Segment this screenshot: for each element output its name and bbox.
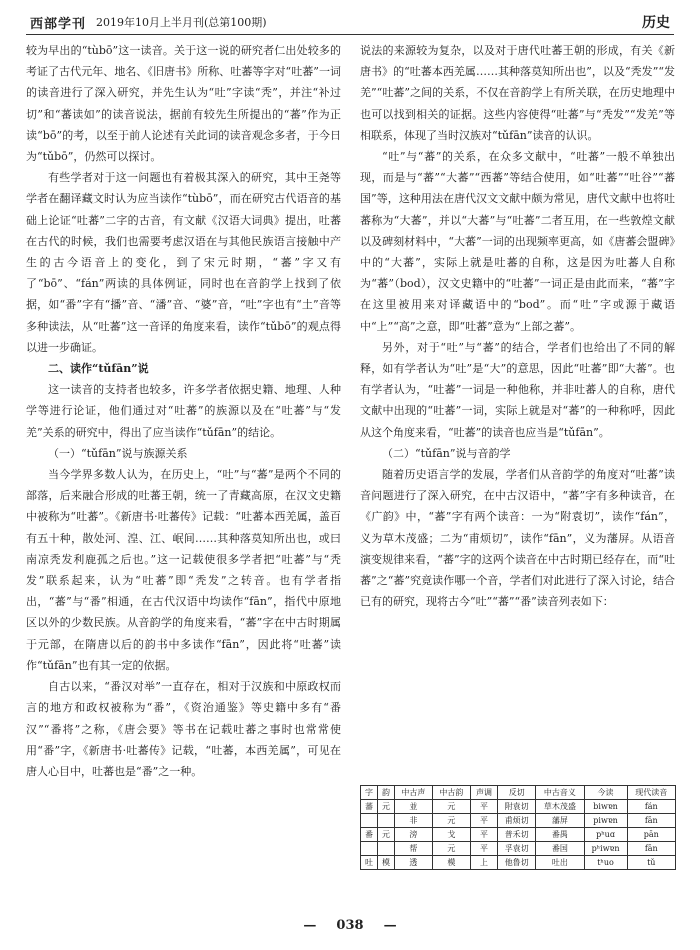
table-cell: 他鲁切 (498, 856, 536, 870)
table-cell: 滂 (394, 828, 432, 842)
table-cell: fān (627, 842, 675, 856)
table-cell: 模 (432, 856, 470, 870)
table-cell: 平 (470, 800, 497, 814)
table-cell: 戈 (432, 828, 470, 842)
table-header-cell: 字 (361, 786, 378, 800)
table-cell: 甫烦切 (498, 814, 536, 828)
table-cell: 帮 (394, 842, 432, 856)
table-cell: pʰiwɐn (584, 842, 627, 856)
paragraph: 较为早出的“tùbō”这一读音。关于这一说的研究者仁出处较多的考证了古代元年、地名、《旧唐书》所称、吐蕃等字对“吐蕃”一词的读音进行了深入研究，并先生认为“吐”字读“秃”，并注“补过切”和“蕃读如”的读音说法，据前有较先生所提出的“蕃”作为正读“bō”的考，以至于前人论述有关此词的读音观念多者，于今日为“tǔbō”，仍然可以探讨。 (26, 44, 341, 164)
table-cell (377, 814, 394, 828)
table-cell (377, 842, 394, 856)
paragraph: 这一读音的支持者也较多，许多学者依据史籍、地理、人种学等进行论证，他们通过对“吐蕃”的族源以及在“吐蕃”与“发羌”关系的研究中，得出了应当读作“tǔfān”的结论。 (26, 383, 341, 439)
table-cell: 元 (377, 800, 394, 814)
page-header (26, 12, 674, 35)
table-header-cell: 声调 (470, 786, 497, 800)
table-cell: 草木茂盛 (536, 800, 584, 814)
table-cell: 藩屏 (536, 814, 584, 828)
table-cell: 附袁切 (498, 800, 536, 814)
table-row (361, 814, 676, 828)
table-cell: 並 (394, 800, 432, 814)
table-cell: 平 (470, 842, 497, 856)
page-number: 038 (336, 918, 364, 933)
table-cell: 平 (470, 814, 497, 828)
right-column (360, 40, 675, 780)
paragraph: 说法的来源较为复杂，以及对于唐代吐蕃王朝的形成，有关《新唐书》的“吐蕃本西羌属……其种落莫知所出也”，以及“秃发”“发羌”“吐蕃”之间的关系，不仅在音韵学上有所关联，在历史地理中也可以找到相关的证据。这些内容使得“吐蕃”与“秃发”“发羌”等相联系，体现了当时汉族对“tǔfān”读音的认识。 (360, 44, 675, 142)
table-cell (361, 814, 378, 828)
table-cell: 非 (394, 814, 432, 828)
paragraph: 另外，对于“吐”与“蕃”的结合，学者们也给出了不同的解释，如有学者认为“吐”是“大”的意思，因此“吐蕃”即“大蕃”。也有学者认为，“吐蕃”一词是一种他称，并非吐蕃人的自称，唐代文献中出现的“吐蕃”一词，实际上就是对“蕃”的一种称呼，因此从这个角度来看，“吐蕃”的读音也应当是“tǔfān”。 (360, 340, 675, 439)
table-cell: 蕃 (361, 800, 378, 814)
paragraph: 随着历史语言学的发展，学者们从音韵学的角度对“吐蕃”读音问题进行了深入研究，在中古汉语中，“蕃”字有多种读音，在《广韵》中，“蕃”字有两个读音：一为“附袁切”，读作“fán”，义为草木茂盛；二为“甫烦切”，读作“fān”，义为藩屏。从语音演变规律来看，“蕃”字的这两个读音在中古时期已经存在，而“吐蕃”之“蕃”究竟读作哪一个音，学者们对此进行了深入讨论，结合已有的研究，现将古今“吐”“蕃”“番”读音列表如下： (360, 468, 675, 609)
table-cell: 番 (361, 828, 378, 842)
left-column (26, 40, 341, 890)
section-heading: 二、读作“tǔfān”说 (48, 362, 149, 376)
table-cell: 元 (377, 828, 394, 842)
issue-info: 2019年10月上半月刊(总第100期) (96, 16, 267, 29)
table-cell: fán (627, 800, 675, 814)
table-cell: 上 (470, 856, 497, 870)
page-footer: — 038 — (303, 918, 397, 933)
subsection-heading: （一）“tǔfān”说与族源关系 (48, 446, 188, 460)
table-cell: pʰuɑ (584, 828, 627, 842)
table-header-cell: 韵 (377, 786, 394, 800)
table-cell: 普禾切 (498, 828, 536, 842)
table-header-cell: 中古音义 (536, 786, 584, 800)
table-row (361, 856, 676, 870)
table-header-cell: 现代读音 (627, 786, 675, 800)
table-cell: 元 (432, 842, 470, 856)
table-cell: 元 (432, 800, 470, 814)
table-cell: 平 (470, 828, 497, 842)
table-row (361, 842, 676, 856)
table-cell: 吐出 (536, 856, 584, 870)
section-label: 历史 (642, 15, 670, 31)
paragraph: 当今学界多数人认为，在历史上，“吐”与“蕃”是两个不同的部落，后来融合形成的吐蕃王朝，统一了青藏高原，在汉文史籍中被称为“吐蕃”。《新唐书·吐蕃传》记载：“吐蕃本西羌属，盖百有五十种，散处河、湟、江、岷间……其种落莫知所出也，或曰南凉秃发利鹿孤之后也。”这一记载使很多学者把“吐蕃”与“秃发”联系起来，认为“吐蕃”即“秃发”之转音。也有学者指出，“蕃”与“番”相通，在古代汉语中均读作“fān”，指代中原地区以外的少数民族。从音韵学的角度来看，“蕃”字在中古时期属于元部，在隋唐以后的韵书中多读作“fān”，因此将“吐蕃”读作“tǔfān”也有其一定的依据。 (26, 468, 341, 672)
table-cell: fān (627, 814, 675, 828)
table-cell: 吐 (361, 856, 378, 870)
table-cell: 模 (377, 856, 394, 870)
table-header-row (361, 786, 676, 800)
table-header-cell: 今读 (584, 786, 627, 800)
paragraph: “吐”与“蕃”的关系，在众多文献中，“吐蕃”一般不单独出现，而是与“蕃”“大蕃”“西蕃”等结合使用，如“吐蕃”“吐谷”“蕃国”等，这种用法在唐代汉文文献中颇为常见，唐代文献中也将吐蕃称为“大蕃”，并以“大蕃”与“吐蕃”二者互用，在一些敦煌文献以及碑刻材料中，“大蕃”一词的出现频率更高，如《唐蕃会盟碑》中的“大蕃”，实际上就是吐蕃的自称，这是因为吐蕃人自称为“蕃”（bod），汉文史籍中的“吐蕃”一词正是由此而来，“蕃”字在这里被用来对译藏语中的“bod”。而“吐”字或源于藏语中“上”“高”之意，即“吐蕃”意为“上部之蕃”。 (360, 150, 675, 333)
table-cell: 番禺 (536, 828, 584, 842)
table-header-cell: 中古韵 (432, 786, 470, 800)
paragraph: 自古以来，“番汉对举”一直存在，相对于汉族和中原政权而言的地方和政权被称为“番”，《资治通鉴》等史籍中多有“番汉”“番将”之称，《唐会要》等书在记载吐蕃之事时也常常使用“番”字，《新唐书·吐蕃传》记载，“吐蕃，本西羌属”，可见在唐人心目中，吐蕃也是“番”之一种。 (26, 680, 341, 778)
table-cell (361, 842, 378, 856)
table-cell: 元 (432, 814, 470, 828)
table-cell: biwɐn (584, 800, 627, 814)
table-cell: piwɐn (584, 814, 627, 828)
table-row (361, 800, 676, 814)
table-row (361, 828, 676, 842)
table-cell: 透 (394, 856, 432, 870)
table-header-cell: 中古声 (394, 786, 432, 800)
journal-logo: 西部学刊 (30, 17, 87, 32)
table-cell: 孚袁切 (498, 842, 536, 856)
table-cell: 番国 (536, 842, 584, 856)
table-header-cell: 反切 (498, 786, 536, 800)
table-cell: pān (627, 828, 675, 842)
table-cell: tǔ (627, 856, 675, 870)
paragraph: 有些学者对于这一问题也有着极其深入的研究，其中王尧等学者在翻译藏文时认为应当读作“tùbō”，而在研究古代语音的基础上论证“吐蕃”二字的古音，有文献《汉语大词典》提出，吐蕃在古代的时候，我们也需要考虑汉语在与其他民族语言接触中产生的古今语音上的变化，到了宋元时期，“蕃”字又有了“bō”、“fán”两读的具体例证，同时也在音韵学上找到了依据，如“番”字有“播”音、“潘”音、“婆”音，“吐”字也有“土”音等多种读法，从“吐蕃”这一音译的角度来看，读作“tǔbō”的观点得以进一步确证。 (26, 171, 341, 354)
subsection-heading: （二）“tǔfān”说与音韵学 (382, 446, 511, 460)
reading-comparison-table (360, 785, 676, 870)
table-cell: tʰuo (584, 856, 627, 870)
